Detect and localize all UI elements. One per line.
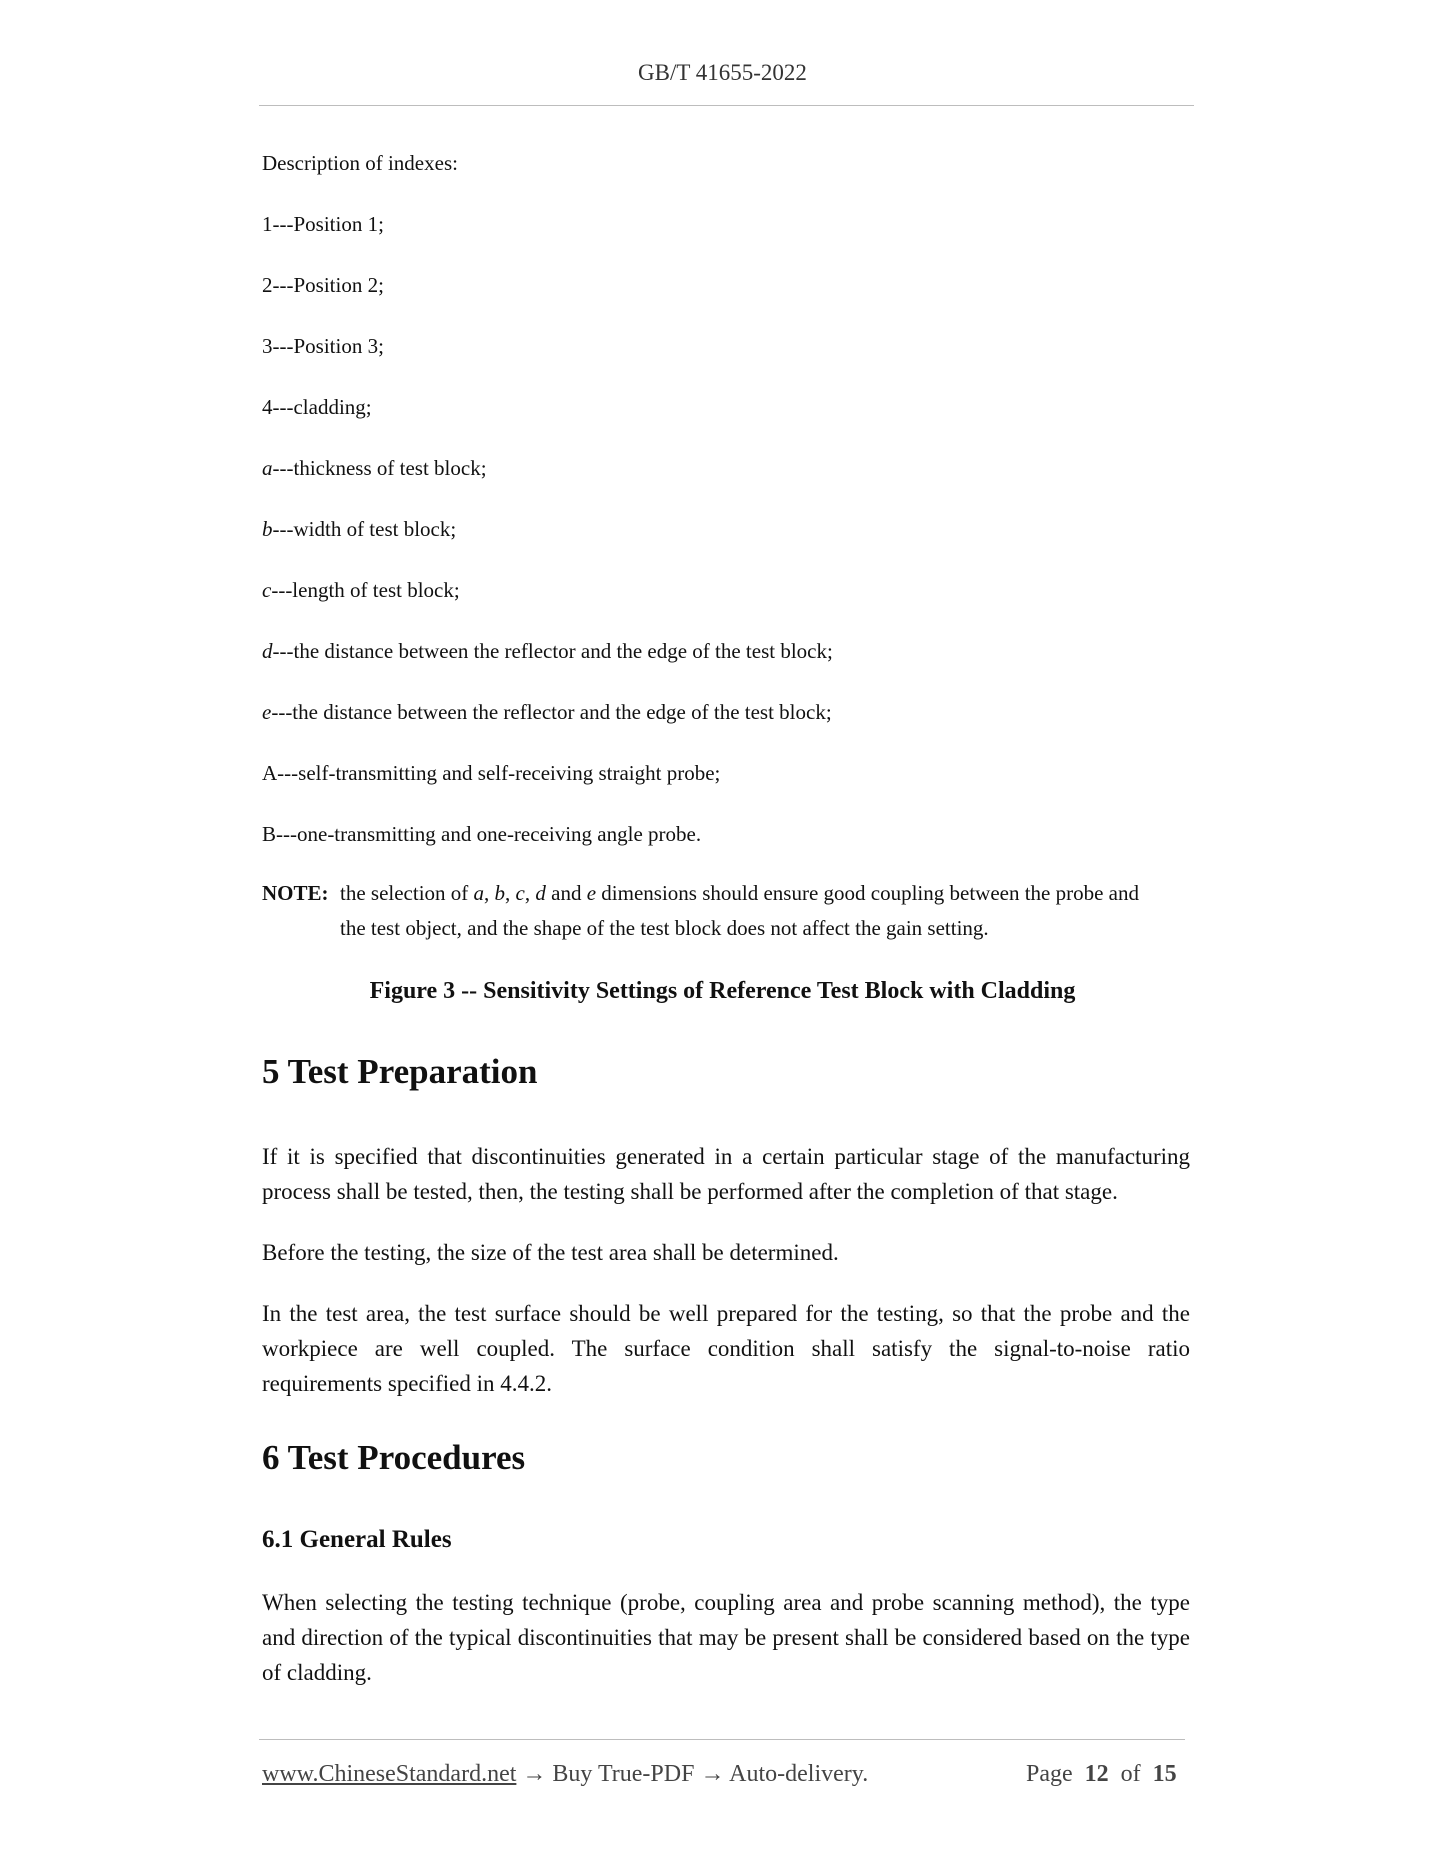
index-title: Description of indexes: xyxy=(262,151,458,175)
section-heading-6: 6 Test Procedures xyxy=(262,1438,526,1477)
footer-rule xyxy=(259,1739,1185,1740)
index-item-A: A---self-transmitting and self-receiving straight probe; xyxy=(262,761,721,785)
note-line-2: the test object, and the shape of the test block does not affect the gain setting. xyxy=(340,916,989,940)
paragraph: Before the testing, the size of the test area shall be determined. xyxy=(262,1240,839,1265)
index-item-d: d---the distance between the reflector and the edge of the test block; xyxy=(262,639,833,663)
index-item-a: a---thickness of test block; xyxy=(262,456,487,480)
current-page: 12 xyxy=(1084,1761,1109,1787)
index-item-c: c---length of test block; xyxy=(262,578,460,602)
page-number: Page 12 of 15 xyxy=(1026,1761,1177,1787)
figure-note xyxy=(262,876,1197,946)
arrow-right-icon: → xyxy=(700,1761,725,1787)
index-item-2: 2---Position 2; xyxy=(262,273,384,297)
note-line-1: the selection of a, b, c, d and e dimensions should ensure good coupling between the probe and xyxy=(340,881,1140,905)
index-item-B: B---one-transmitting and one-receiving angle probe. xyxy=(262,822,702,846)
total-pages: 15 xyxy=(1152,1761,1177,1787)
index-item-1: 1---Position 1; xyxy=(262,212,384,236)
index-item-3: 3---Position 3; xyxy=(262,334,384,358)
subsection-heading-6-1: 6.1 General Rules xyxy=(262,1526,452,1553)
figure-caption: Figure 3 -- Sensitivity Settings of Reference Test Block with Cladding xyxy=(369,978,1076,1004)
footer-website-link[interactable]: www.ChineseStandard.net xyxy=(262,1761,517,1787)
footer-delivery-text: Auto-delivery. xyxy=(729,1761,869,1787)
paragraph: If it is specified that discontinuities generated in a certain particular stage of the manufacturing process shall be tested, then, the testing shall be performed after the completion of that stage. xyxy=(262,1144,1190,1204)
footer-buy-text: Buy True-PDF xyxy=(552,1761,695,1787)
index-item-4: 4---cladding; xyxy=(262,395,372,419)
index-item-b: b---width of test block; xyxy=(262,517,457,541)
footer-promo xyxy=(262,1761,868,1788)
arrow-right-icon: → xyxy=(522,1761,547,1787)
paragraph: In the test area, the test surface should be well prepared for the testing, so that the probe and the workpiece are well coupled. The surface condition shall satisfy the signal-to-noise ratio requirements specified in 4.4.2. xyxy=(262,1301,1190,1396)
running-header: GB/T 41655-2022 xyxy=(638,60,807,85)
paragraph: When selecting the testing technique (probe, coupling area and probe scanning method), the type and direction of the typical discontinuities that may be present shall be considered based on the type of cladding. xyxy=(262,1590,1190,1685)
section-heading-5: 5 Test Preparation xyxy=(262,1052,538,1091)
index-item-e: e---the distance between the reflector and the edge of the test block; xyxy=(262,700,832,724)
header-rule xyxy=(259,105,1194,106)
note-label: NOTE: xyxy=(262,881,329,905)
